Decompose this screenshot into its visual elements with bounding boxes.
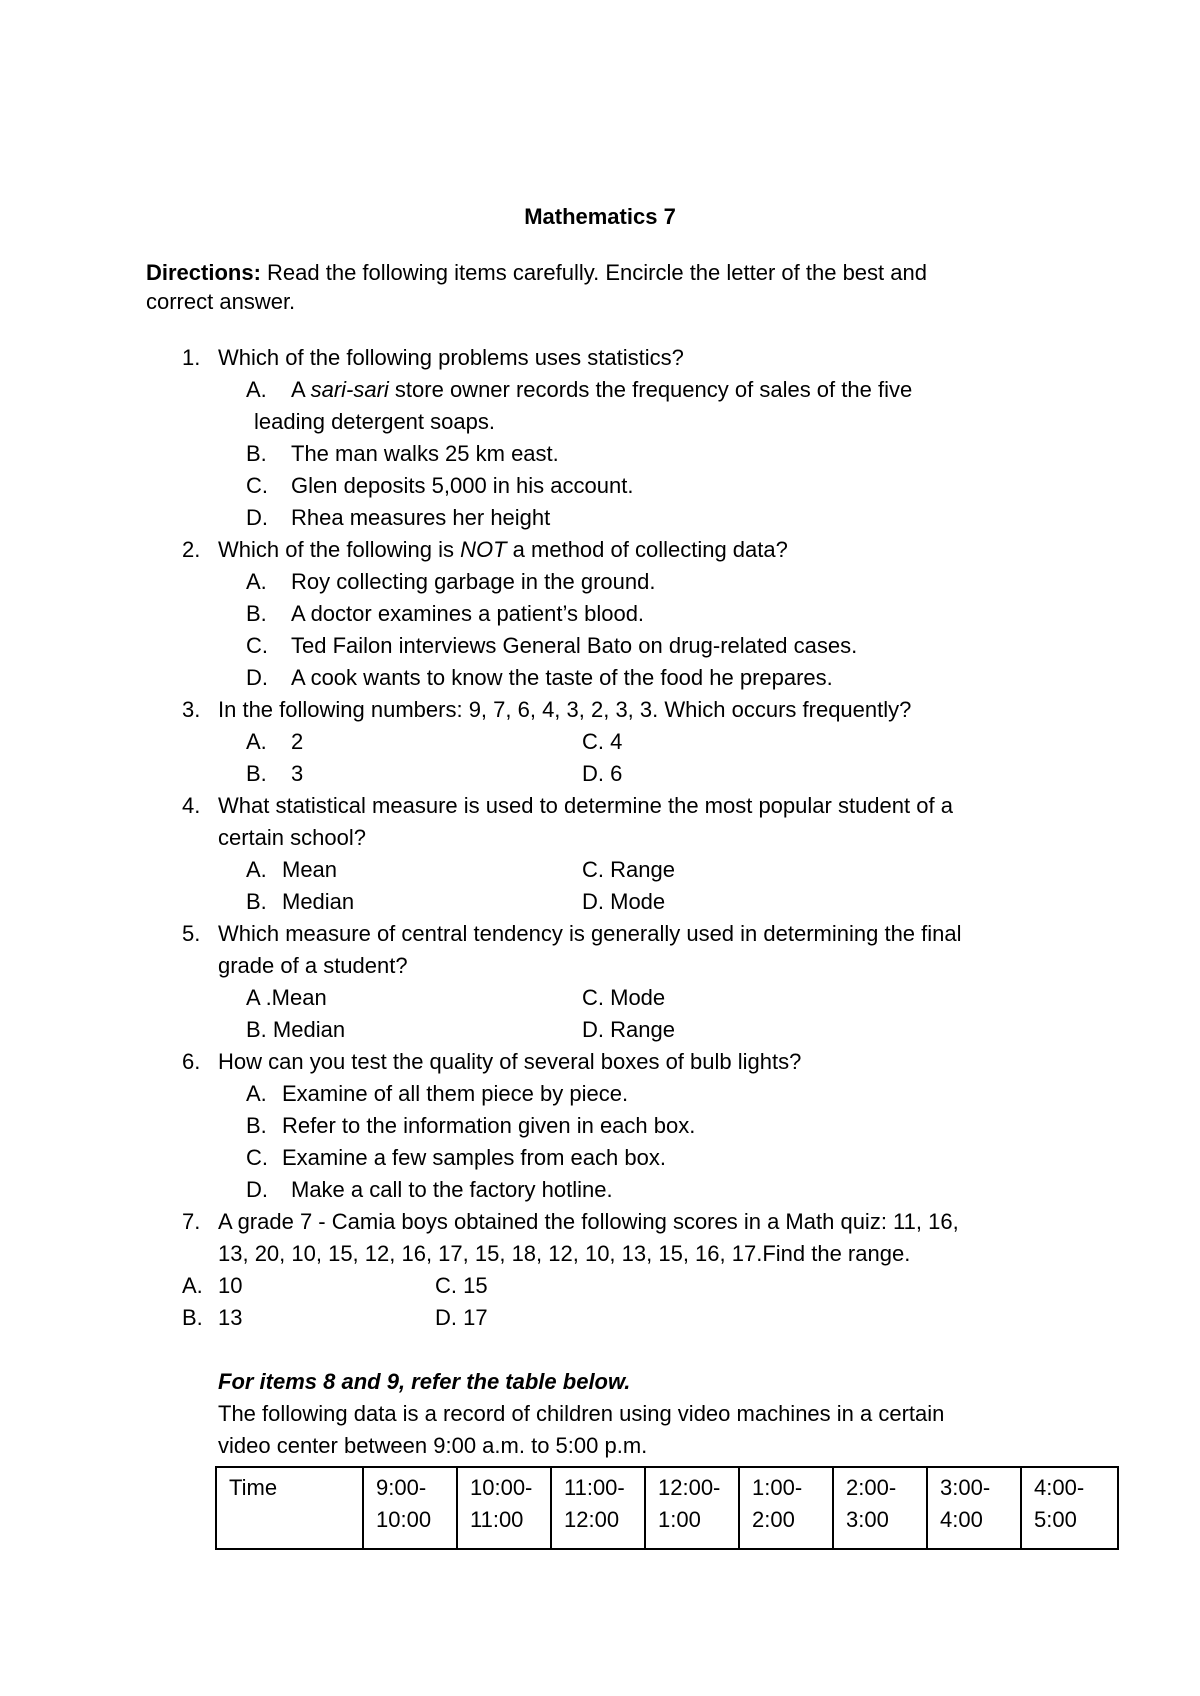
table-intro-line-1: The following data is a record of children using video machines in a certain <box>218 1401 945 1426</box>
q2-text-italic: NOT <box>460 537 507 562</box>
q7-a-letter[interactable]: A. <box>182 1273 203 1298</box>
q1-d-option[interactable]: Rhea measures her height <box>291 505 551 530</box>
q3-d-option[interactable]: D. 6 <box>582 761 623 786</box>
q5-number: 5. <box>182 921 201 946</box>
time-slot-cell <box>551 1467 645 1549</box>
q5-a-option[interactable]: A .Mean <box>246 985 327 1010</box>
q1-a-italic: sari-sari <box>310 377 389 402</box>
q1-d-letter[interactable]: D. <box>246 505 268 530</box>
q1-a-continuation: leading detergent soaps. <box>254 409 495 434</box>
q6-d-option[interactable]: Make a call to the factory hotline. <box>291 1177 613 1202</box>
time-slot-start: 11:00- <box>564 1475 625 1500</box>
q2-text-pre: Which of the following is <box>218 537 461 562</box>
time-slot-end: 2:00 <box>752 1507 795 1532</box>
time-slot-end: 10:00 <box>376 1507 432 1532</box>
q7-b-option[interactable]: 13 <box>218 1305 243 1330</box>
q2-d-option[interactable]: A cook wants to know the taste of the food he prepares. <box>291 665 833 690</box>
q4-text-line-1: What statistical measure is used to determine the most popular student of a <box>218 793 953 818</box>
q1-a-option[interactable] <box>291 379 912 401</box>
q3-a-letter[interactable]: A. <box>246 729 267 754</box>
time-slot-end: 5:00 <box>1034 1507 1077 1532</box>
q1-a-pre: A <box>291 377 311 402</box>
q2-c-option[interactable]: Ted Failon interviews General Bato on drug-related cases. <box>291 633 858 658</box>
q1-c-option[interactable]: Glen deposits 5,000 in his account. <box>291 473 634 498</box>
time-slot-cell <box>645 1467 739 1549</box>
q4-text-line-2: certain school? <box>218 825 366 850</box>
time-slot-end: 1:00 <box>658 1507 701 1532</box>
q1-a-post: store owner records the frequency of sales of the five <box>388 377 913 402</box>
q2-a-option[interactable]: Roy collecting garbage in the ground. <box>291 569 656 594</box>
time-slot-cell <box>739 1467 833 1549</box>
time-slot-start: 2:00- <box>846 1475 897 1500</box>
time-slot-end: 3:00 <box>846 1507 889 1532</box>
time-slot-start: 9:00- <box>376 1475 427 1500</box>
q7-d-option[interactable]: D. 17 <box>435 1305 488 1330</box>
q2-c-letter[interactable]: C. <box>246 633 268 658</box>
time-slot-cell <box>1021 1467 1118 1549</box>
q6-number: 6. <box>182 1049 201 1074</box>
table-heading: For items 8 and 9, refer the table below. <box>218 1369 631 1394</box>
q1-number: 1. <box>182 345 201 370</box>
directions-text: Read the following items carefully. Encircle the letter of the best and <box>260 260 927 285</box>
time-slot-end: 12:00 <box>564 1507 620 1532</box>
q5-c-option[interactable]: C. Mode <box>582 985 666 1010</box>
q5-d-option[interactable]: D. Range <box>582 1017 675 1042</box>
q1-a-letter[interactable]: A. <box>246 377 267 402</box>
directions-line-1 <box>146 262 927 284</box>
time-header-cell: Time <box>216 1467 363 1549</box>
time-slot-cell <box>833 1467 927 1549</box>
q5-text-line-2: grade of a student? <box>218 953 408 978</box>
time-slot-start: 3:00- <box>940 1475 991 1500</box>
q1-b-option[interactable]: The man walks 25 km east. <box>291 441 559 466</box>
q7-text-line-1: A grade 7 - Camia boys obtained the following scores in a Math quiz: 11, 16, <box>218 1209 959 1234</box>
time-slot-cell <box>363 1467 457 1549</box>
q3-b-letter[interactable]: B. <box>246 761 267 786</box>
q5-text-line-1: Which measure of central tendency is generally used in determining the final <box>218 921 962 946</box>
q4-number: 4. <box>182 793 201 818</box>
q6-b-letter[interactable]: B. <box>246 1113 267 1138</box>
q3-b-option[interactable]: 3 <box>291 761 304 786</box>
q3-a-option[interactable]: 2 <box>291 729 304 754</box>
time-slot-end: 4:00 <box>940 1507 983 1532</box>
page-title: Mathematics 7 <box>524 204 676 229</box>
q3-c-option[interactable]: C. 4 <box>582 729 623 754</box>
q6-text: How can you test the quality of several boxes of bulb lights? <box>218 1049 802 1074</box>
time-slot-start: 12:00- <box>658 1475 721 1500</box>
q4-b-letter[interactable]: B. <box>246 889 267 914</box>
q2-text-post: a method of collecting data? <box>506 537 788 562</box>
q6-c-letter[interactable]: C. <box>246 1145 268 1170</box>
time-slot-cell <box>457 1467 551 1549</box>
q2-a-letter[interactable]: A. <box>246 569 267 594</box>
q4-a-option[interactable]: Mean <box>282 857 338 882</box>
directions-label: Directions: <box>146 260 261 285</box>
q2-b-letter[interactable]: B. <box>246 601 267 626</box>
directions-line-2: correct answer. <box>146 289 296 314</box>
q6-a-letter[interactable]: A. <box>246 1081 267 1106</box>
q1-c-letter[interactable]: C. <box>246 473 268 498</box>
q2-number: 2. <box>182 537 201 562</box>
q2-d-letter[interactable]: D. <box>246 665 268 690</box>
q6-a-option[interactable]: Examine of all them piece by piece. <box>282 1081 629 1106</box>
q4-a-letter[interactable]: A. <box>246 857 267 882</box>
q3-number: 3. <box>182 697 201 722</box>
q4-c-option[interactable]: C. Range <box>582 857 675 882</box>
q7-text-line-2: 13, 20, 10, 15, 12, 16, 17, 15, 18, 12, 10, 13, 15, 16, 17.Find the range. <box>218 1241 911 1266</box>
q7-b-letter[interactable]: B. <box>182 1305 203 1330</box>
time-slot-start: 4:00- <box>1034 1475 1085 1500</box>
q7-number: 7. <box>182 1209 201 1234</box>
q6-c-option[interactable]: Examine a few samples from each box. <box>282 1145 666 1170</box>
q1-b-letter[interactable]: B. <box>246 441 267 466</box>
time-slot-end: 11:00 <box>470 1507 524 1532</box>
time-table <box>215 1466 1119 1550</box>
q6-b-option[interactable]: Refer to the information given in each box. <box>282 1113 696 1138</box>
q4-b-option[interactable]: Median <box>282 889 355 914</box>
q1-text: Which of the following problems uses statistics? <box>218 345 684 370</box>
q6-d-letter[interactable]: D. <box>246 1177 268 1202</box>
table-intro-line-2: video center between 9:00 a.m. to 5:00 p.m. <box>218 1433 648 1458</box>
q2-text <box>218 539 788 561</box>
time-slot-start: 10:00- <box>470 1475 533 1500</box>
q4-d-option[interactable]: D. Mode <box>582 889 666 914</box>
time-table-row <box>216 1467 1118 1549</box>
q2-b-option[interactable]: A doctor examines a patient’s blood. <box>291 601 645 626</box>
time-slot-start: 1:00- <box>752 1475 803 1500</box>
q5-b-option[interactable]: B. Median <box>246 1017 346 1042</box>
q7-c-option[interactable]: C. 15 <box>435 1273 488 1298</box>
q7-a-option[interactable]: 10 <box>218 1273 243 1298</box>
time-slot-cell <box>927 1467 1021 1549</box>
q3-text: In the following numbers: 9, 7, 6, 4, 3, 2, 3, 3. Which occurs frequently? <box>218 697 912 722</box>
